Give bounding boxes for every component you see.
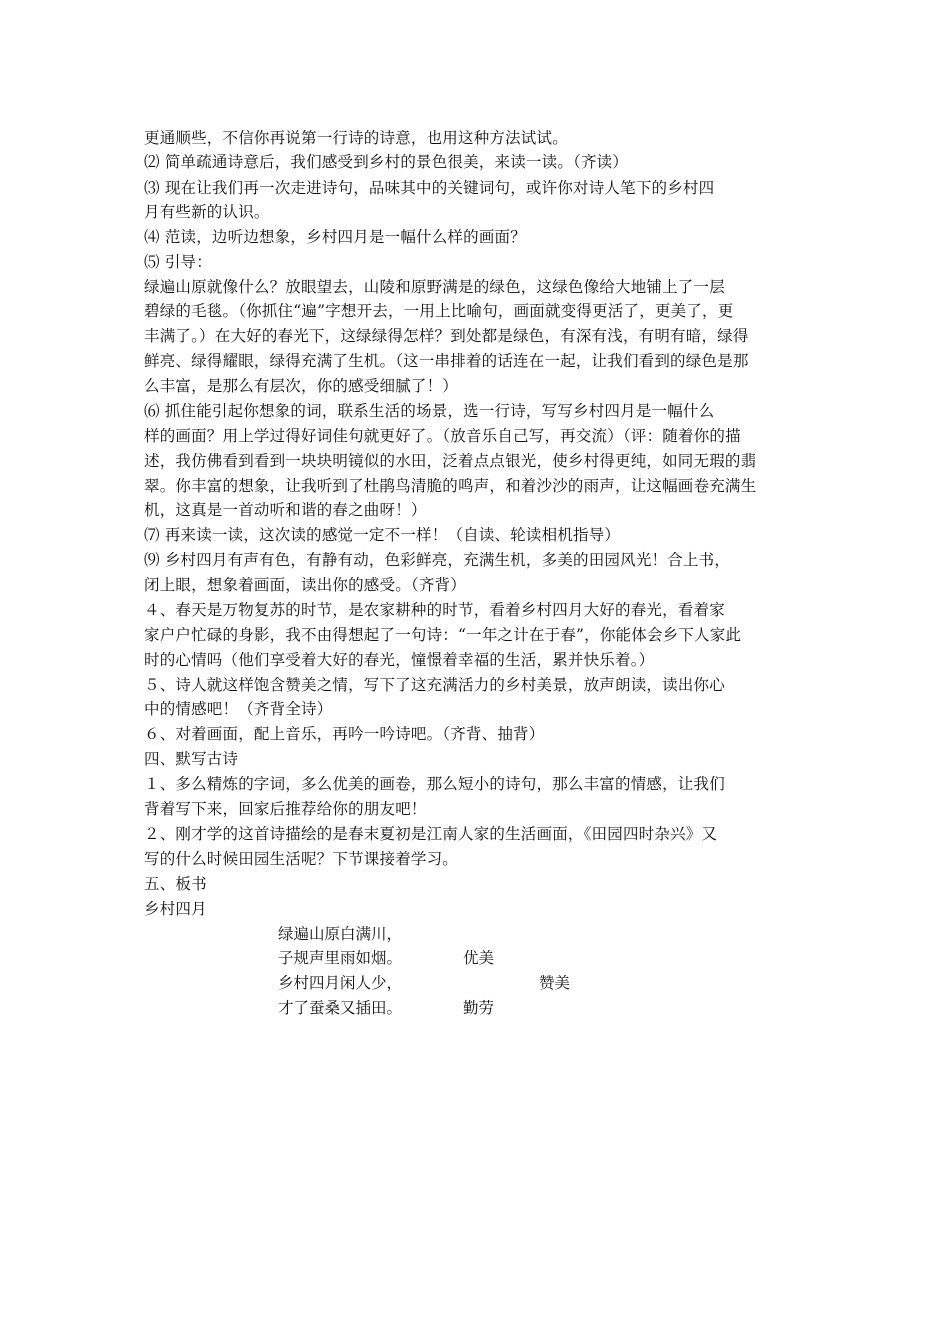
section-heading: 四、默写古诗	[144, 750, 239, 768]
board-title: 乡村四月	[144, 900, 207, 918]
board-poem-line: 乡村四月闲人少，	[278, 974, 403, 992]
text-line: ⑸ 引导：	[144, 253, 212, 271]
text-line: ４、春天是万物复苏的时节，是农家耕种的时节，看着乡村四月大好的春光，看着家	[144, 601, 725, 619]
board-poem-line: 才了蚕桑又插田。	[278, 999, 403, 1017]
text-line: 丰满了。）在大好的春光下，这绿绿得怎样？到处都是绿色，有深有浅，有明有暗，绿得	[144, 327, 749, 345]
text-line: 闭上眼，想象着画面，读出你的感受。（齐背）	[144, 576, 466, 594]
text-line: ⑷ 范读，边听边想象，乡村四月是一幅什么样的画面？	[144, 228, 526, 246]
text-line: 背着写下来，回家后推荐给你的朋友吧！	[144, 800, 427, 818]
text-line: 样的画面？用上学过得好词佳句就更好了。（放音乐自己写，再交流）（评：随着你的描	[144, 427, 741, 445]
board-poem-line: 子规声里雨如烟。	[278, 949, 403, 967]
text-line: 么丰富，是那么有层次，你的感受细腻了！）	[144, 377, 459, 395]
text-line: 机，这真是一首动听和谐的春之曲呀！）	[144, 501, 427, 519]
text-line: 家户户忙碌的身影，我不由得想起了一句诗：“一年之计在于春”，你能体会乡下人家此	[144, 626, 742, 644]
text-line: 鲜亮、绿得耀眼，绿得充满了生机。（这一串排着的话连在一起，让我们看到的绿色是那	[144, 352, 749, 370]
text-line: ⑵ 简单疏通诗意后，我们感受到乡村的景色很美，来读一读。（齐读）	[144, 153, 629, 171]
text-line: ６、对着画面，配上音乐，再吟一吟诗吧。（齐背、抽背）	[144, 725, 545, 743]
board-note: 赞美	[539, 974, 571, 992]
text-line: 翠。你丰富的想象，让我听到了杜鹃鸟清脆的鸣声，和着沙沙的雨声，让这幅画卷充满生	[144, 477, 757, 495]
text-line: 月有些新的认识。	[144, 203, 270, 221]
text-line: ２、刚才学的这首诗描绘的是春末夏初是江南人家的生活画面，《田园四时杂兴》又	[144, 825, 718, 843]
text-line: 述，我仿佛看到看到一块块明镜似的水田，泛着点点银光，使乡村得更纯，如同无瑕的翡	[144, 452, 757, 470]
text-line: １、多么精炼的字词，多么优美的画卷，那么短小的诗句，那么丰富的情感，让我们	[144, 775, 725, 793]
text-line: 时的心情吗（他们享受着大好的春光，憧憬着幸福的生活，累并快乐着。）	[144, 651, 655, 669]
board-poem-line: 绿遍山原白满川，	[278, 925, 403, 943]
text-line: 中的情感吧！（齐背全诗）	[144, 700, 333, 718]
text-line: ⑼ 乡村四月有声有色，有静有动，色彩鲜亮，充满生机，多美的田园风光！合上书，	[144, 551, 731, 569]
text-line: 更通顺些，不信你再说第一行诗的诗意，也用这种方法试试。	[144, 129, 568, 147]
section-heading: 五、板书	[144, 875, 207, 893]
text-line: ⑶ 现在让我们再一次走进诗句，品味其中的关键词句，或许你对诗人笔下的乡村四	[144, 179, 715, 197]
board-note: 优美	[463, 949, 495, 967]
text-line: ⑹ 抓住能引起你想象的词，联系生活的场景，选一行诗，写写乡村四月是一幅什么	[144, 402, 715, 420]
text-line: 绿遍山原就像什么？放眼望去，山陵和原野满是的绿色，这绿色像给大地铺上了一层	[144, 278, 725, 296]
text-line: 碧绿的毛毯。（你抓住“遍”字想开去，一用上比喻句，画面就变得更活了，更美了，更	[144, 302, 734, 320]
board-note: 勤劳	[463, 999, 495, 1017]
text-line: ５、诗人就这样饱含赞美之情，写下了这充满活力的乡村美景，放声朗读，读出你心	[144, 676, 725, 694]
text-line: 写的什么时候田园生活呢？下节课接着学习。	[144, 850, 459, 868]
text-line: ⑺ 再来读一读，这次读的感觉一定不一样！（自读、轮读相机指导）	[144, 526, 621, 544]
